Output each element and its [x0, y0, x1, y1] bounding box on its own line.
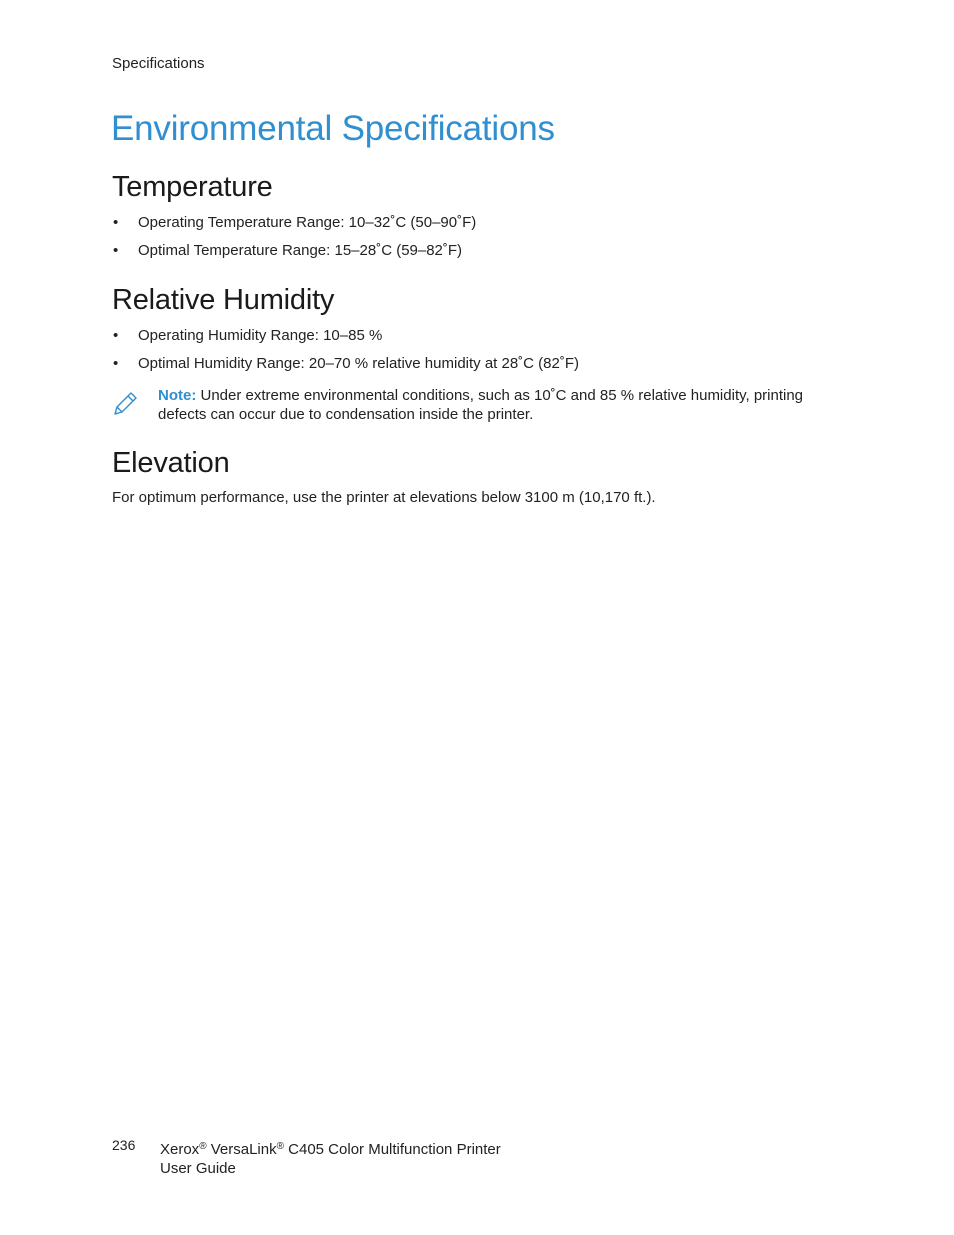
- footer-product: VersaLink: [210, 1141, 277, 1158]
- page-number: 236: [112, 1137, 136, 1153]
- bullet-icon: •: [113, 242, 119, 259]
- humidity-list: [112, 326, 579, 382]
- list-item: [112, 213, 476, 241]
- footer-brand: Xerox: [160, 1141, 200, 1158]
- list-item: [112, 241, 476, 269]
- section-heading-temperature: Temperature: [112, 171, 273, 203]
- bullet-icon: •: [113, 355, 119, 372]
- footer-title: [160, 1137, 501, 1178]
- running-head: Specifications: [112, 55, 205, 72]
- temperature-list: [112, 213, 476, 269]
- note-label: Note:: [158, 387, 197, 404]
- list-item-text: Operating Humidity Range: 10–85 %: [138, 327, 383, 344]
- registered-mark: ®: [276, 1141, 284, 1152]
- footer-product-line: [160, 1137, 501, 1159]
- list-item-text: Optimal Humidity Range: 20–70 % relative humidity at 28˚C (82˚F): [138, 355, 580, 372]
- footer-model: C405 Color Multifunction Printer: [288, 1141, 501, 1158]
- bullet-icon: •: [113, 327, 119, 344]
- list-item: [112, 326, 579, 354]
- bullet-icon: •: [113, 214, 119, 231]
- section-heading-elevation: Elevation: [112, 447, 230, 479]
- page-title: Environmental Specifications: [111, 109, 555, 148]
- list-item-text: Operating Temperature Range: 10–32˚C (50–90˚F): [138, 214, 477, 231]
- list-item: [112, 354, 579, 382]
- registered-mark: ®: [199, 1141, 207, 1152]
- note-body: Under extreme environmental conditions, such as 10˚C and 85 % relative humidity, printing defects can occur due to condensation inside the printer.: [158, 387, 804, 423]
- pencil-icon: [112, 388, 138, 418]
- elevation-text: For optimum performance, use the printer at elevations below 3100 m (10,170 ft.).: [112, 489, 656, 506]
- footer-guide: User Guide: [160, 1160, 236, 1177]
- note-text: [158, 386, 838, 424]
- section-heading-humidity: Relative Humidity: [112, 284, 335, 316]
- list-item-text: Optimal Temperature Range: 15–28˚C (59–82˚F): [138, 242, 463, 259]
